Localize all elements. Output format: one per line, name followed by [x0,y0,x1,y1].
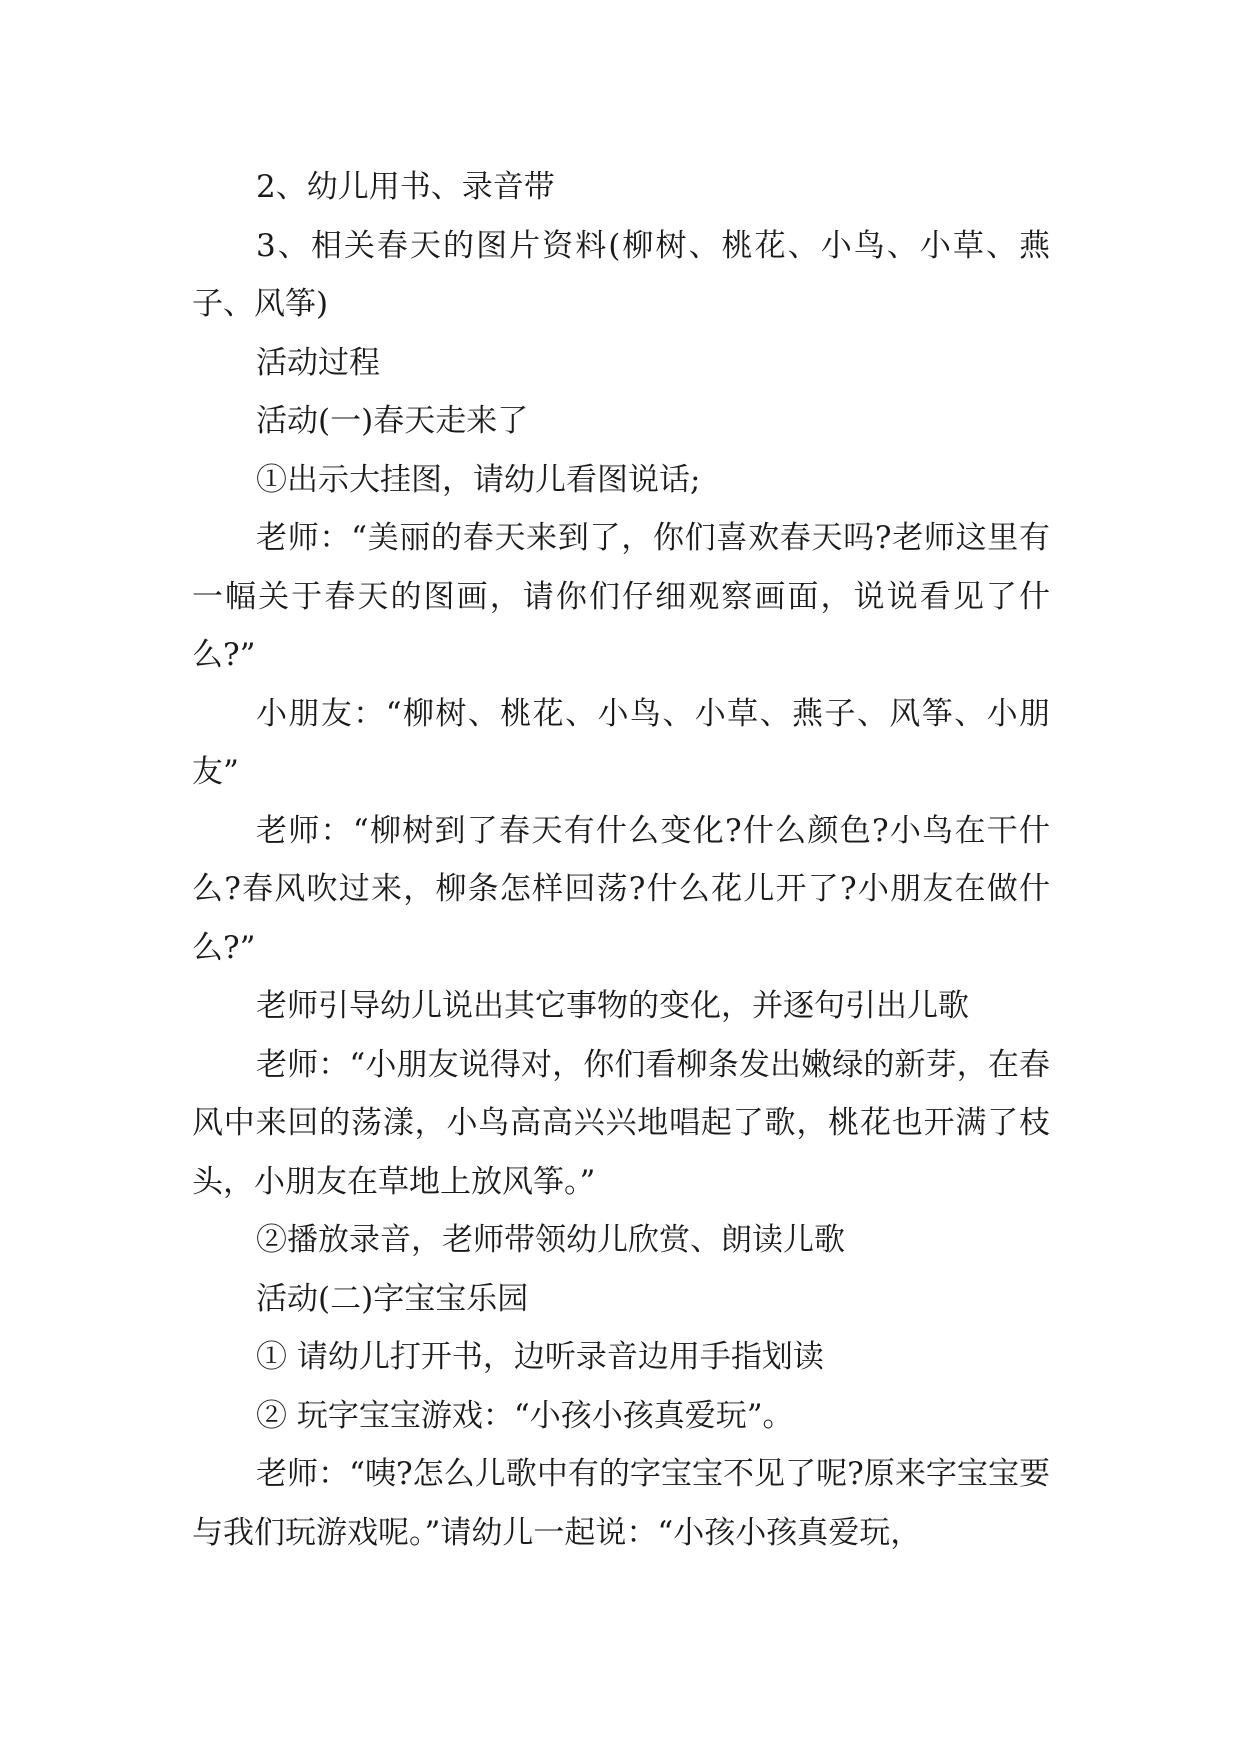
paragraph-teacher-question-2: 老师：“柳树到了春天有什么变化?什么颜色?小鸟在干什么?春风吹过来，柳条怎样回荡?什么花儿开了?小朋友在做什么?” [192,812,1050,966]
document-body [192,158,1050,1562]
heading-activity-two: 活动(二)字宝宝乐园 [256,1280,529,1317]
paragraph-materials-book: 2、幼儿用书、录音带 [256,169,555,205]
paragraph-step-show-picture: ①出示大挂图，请幼儿看图说话; [256,461,701,498]
heading-activity-process: 活动过程 [256,344,380,381]
paragraph-teacher-game-intro: 老师：“咦?怎么儿歌中有的字宝宝不见了呢?原来字宝宝要与我们玩游戏呢。”请幼儿一起说：“小孩小孩真爱玩， [192,1456,1050,1551]
paragraph-teacher-guide: 老师引导幼儿说出其它事物的变化，并逐句引出儿歌 [256,988,969,1024]
heading-activity-one: 活动(一)春天走来了 [256,403,529,439]
paragraph-children-answer: 小朋友：“柳树、桃花、小鸟、小草、燕子、风筝、小朋友” [192,695,1050,790]
paragraph-step-open-book: ① 请幼儿打开书，边听录音边用手指划读 [256,1339,824,1375]
paragraph-teacher-question-1: 老师：“美丽的春天来到了，你们喜欢春天吗?老师这里有一幅关于春天的图画，请你们仔细观察画面，说说看见了什么?” [192,520,1050,673]
paragraph-step-word-game: ② 玩字宝宝游戏：“小孩小孩真爱玩”。 [256,1397,794,1434]
paragraph-teacher-summary: 老师：“小朋友说得对，你们看柳条发出嫩绿的新芽，在春风中来回的荡漾，小鸟高高兴兴地唱起了歌，桃花也开满了枝头，小朋友在草地上放风筝。” [192,1046,1050,1200]
paragraph-step-play-recording: ②播放录音，老师带领幼儿欣赏、朗读儿歌 [256,1222,845,1258]
paragraph-materials-pictures: 3、相关春天的图片资料(柳树、桃花、小鸟、小草、燕子、风筝) [192,227,1050,322]
